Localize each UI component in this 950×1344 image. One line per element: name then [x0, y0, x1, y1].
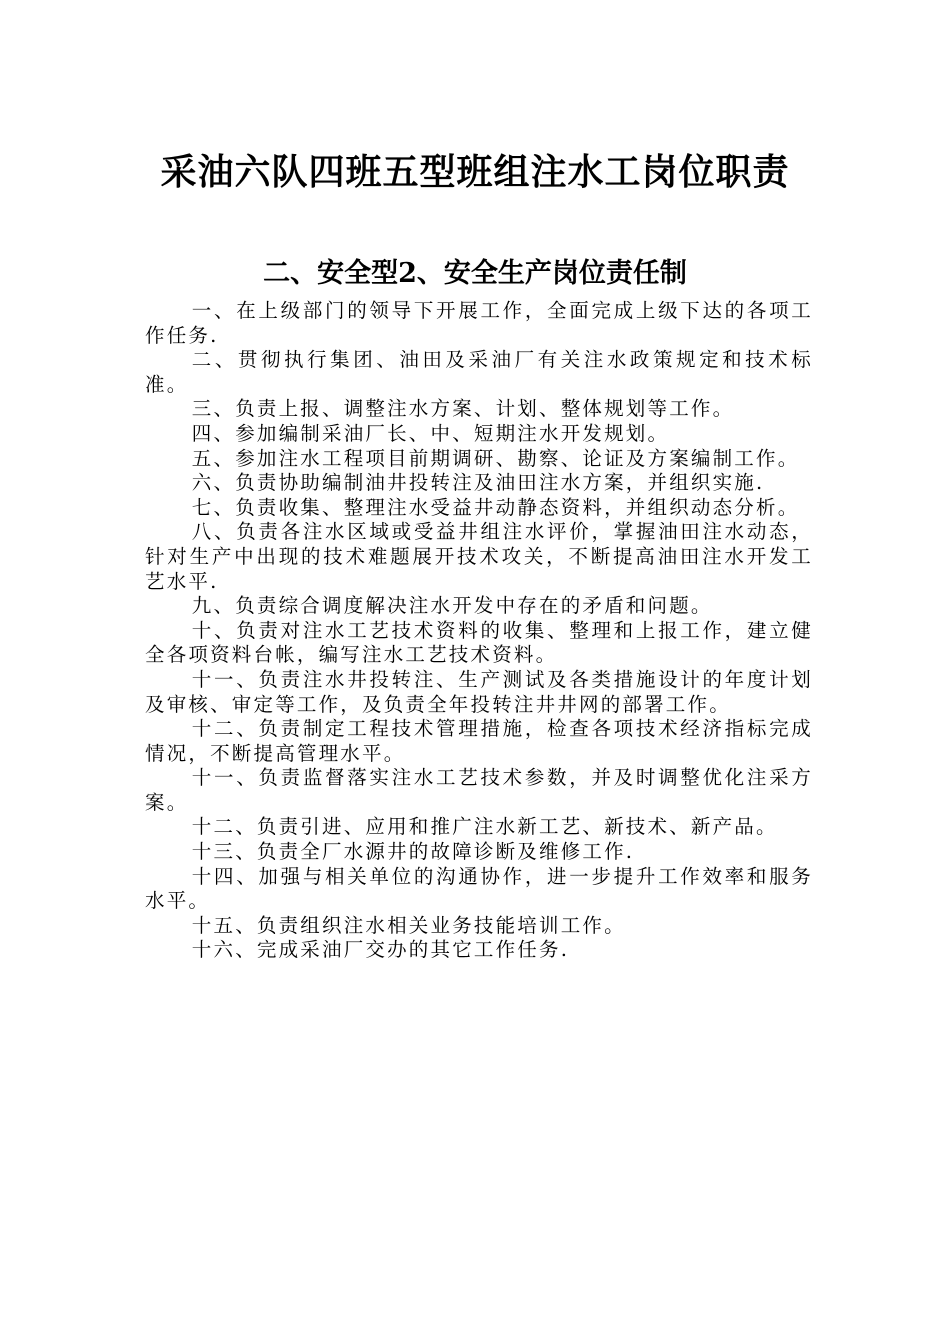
duty-item-3: 三、负责上报、调整注水方案、计划、整体规划等工作。	[191, 397, 735, 421]
section-heading: 二、安全型2、安全生产岗位责任制	[263, 258, 687, 289]
duty-item-1: 一、在上级部门的领导下开展工作，全面完成上级下达的各项工作任务.	[145, 299, 813, 347]
duty-item-5: 五、参加注水工程项目前期调研、勘察、论证及方案编制工作。	[191, 446, 800, 470]
duty-item-4: 四、参加编制采油厂长、中、短期注水开发规划。	[191, 421, 670, 445]
duty-item-16: 十四、加强与相关单位的沟通协作，进一步提升工作效率和服务水平。	[145, 864, 813, 913]
duty-item-14: 十二、负责引进、应用和推广注水新工艺、新技术、新产品。	[191, 815, 778, 839]
duty-item-13: 十一、负责监督落实注水工艺技术参数，并及时调整优化注采方案。	[145, 766, 813, 814]
document-body	[145, 299, 813, 963]
duty-item-17: 十五、负责组织注水相关业务技能培训工作。	[191, 913, 626, 937]
duty-item-2: 二、贯彻执行集团、油田及采油厂有关注水政策规定和技术标准。	[145, 348, 813, 396]
duty-item-12: 十二、负责制定工程技术管理措施，检查各项技术经济指标完成情况，不断提高管理水平。	[145, 717, 813, 765]
duty-item-9: 九、负责综合调度解决注水开发中存在的矛盾和问题。	[191, 594, 713, 618]
duty-item-10: 十、负责对注水工艺技术资料的收集、整理和上报工作，建立健全各项资料台帐，编写注水工艺技术资料。	[145, 618, 813, 667]
duty-item-11: 十一、负责注水井投转注、生产测试及各类措施设计的年度计划及审核、审定等工作，及负责全年投转注井井网的部署工作。	[145, 667, 813, 716]
duty-item-18: 十六、完成采油厂交办的其它工作任务.	[191, 938, 570, 962]
duty-item-8: 八、负责各注水区域或受益井组注水评价，掌握油田注水动态，针对生产中出现的技术难题展开技术攻关，不断提高油田注水开发工艺水平.	[145, 520, 813, 593]
duty-item-7: 七、负责收集、整理注水受益井动静态资料，并组织动态分析。	[191, 495, 800, 519]
document-title: 采油六队四班五型班组注水工岗位职责	[160, 151, 790, 193]
duty-item-6: 六、负责协助编制油井投转注及油田注水方案，并组织实施.	[191, 471, 765, 495]
duty-item-15: 十三、负责全厂水源井的故障诊断及维修工作.	[191, 840, 635, 864]
